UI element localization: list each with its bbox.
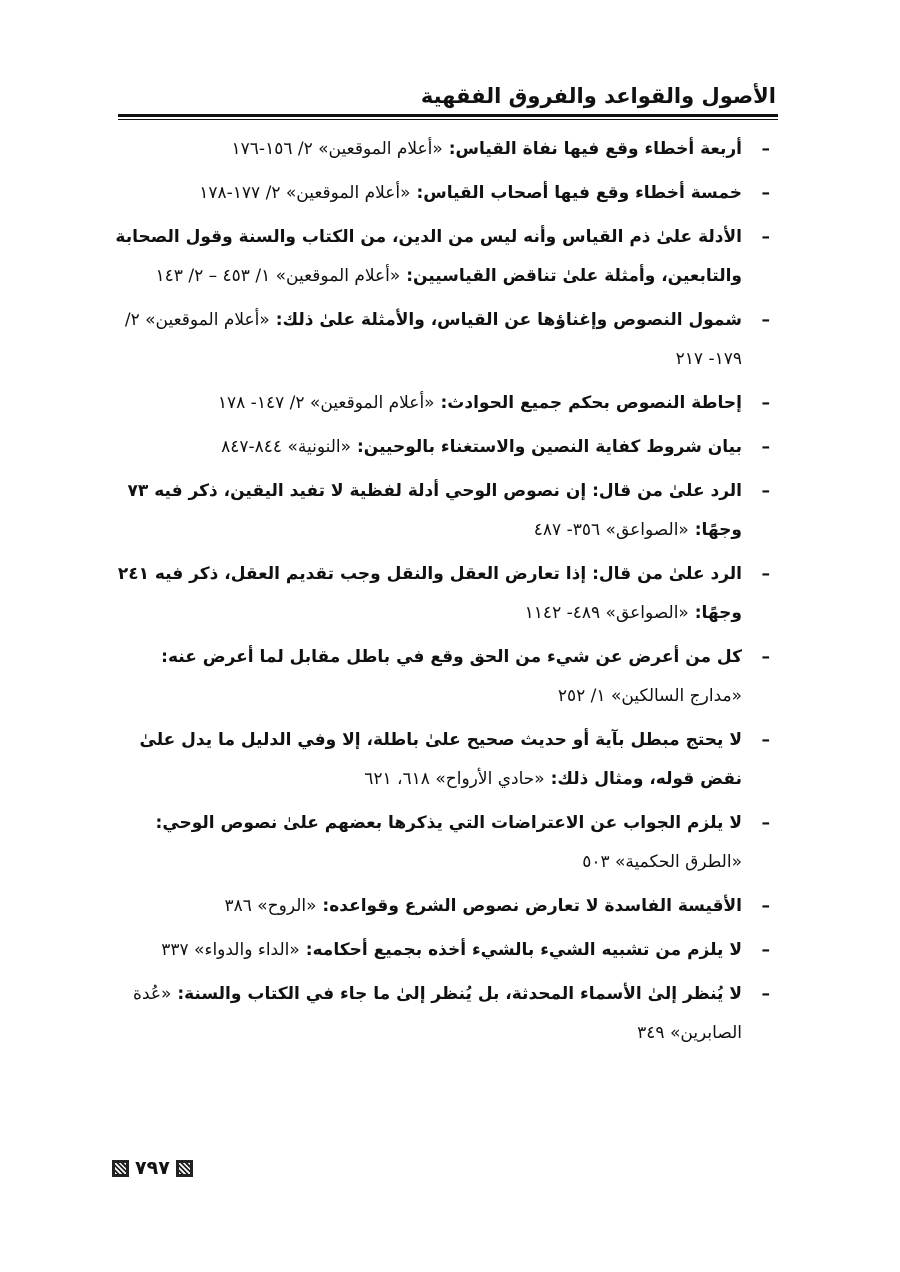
entry-source: «الصواعق» ٣٥٦- ٤٨٧ bbox=[533, 520, 689, 540]
entry-dash: – bbox=[761, 896, 770, 916]
entry-dash: – bbox=[761, 437, 770, 457]
entry-source: «أعلام الموقعين» ٢/ ١٥٦-١٧٦ bbox=[231, 139, 443, 159]
entry-topic: الأقيسة الفاسدة لا تعارض نصوص الشرع وقواعده: bbox=[316, 896, 742, 916]
entry-dash: – bbox=[761, 227, 770, 247]
index-entry bbox=[110, 218, 770, 296]
entry-dash: – bbox=[761, 647, 770, 667]
entry-dash: – bbox=[761, 139, 770, 159]
entry-topic: كل من أعرض عن شيء من الحق وقع في باطل مقابل لما أعرض عنه: bbox=[161, 647, 742, 667]
entry-source: «الروح» ٣٨٦ bbox=[224, 896, 317, 916]
entry-topic: إحاطة النصوص بحكم جميع الحوادث: bbox=[434, 393, 742, 413]
entry-source: «الصواعق» ٤٨٩- ١١٤٢ bbox=[524, 603, 689, 623]
entry-dash: – bbox=[761, 564, 770, 584]
entry-dash: – bbox=[761, 940, 770, 960]
entry-topic: لا يلزم الجواب عن الاعتراضات التي يذكرها بعضهم علىٰ نصوص الوحي: bbox=[155, 813, 742, 833]
index-entry bbox=[110, 638, 770, 716]
entry-topic: أربعة أخطاء وقع فيها نفاة القياس: bbox=[442, 139, 742, 159]
entry-source: «أعلام الموقعين» ٢/ ١٧٧-١٧٨ bbox=[199, 183, 411, 203]
index-entry bbox=[110, 301, 770, 379]
entry-source: «النونية» ٨٤٤-٨٤٧ bbox=[221, 437, 352, 457]
index-entry bbox=[110, 887, 770, 926]
index-entry bbox=[110, 975, 770, 1053]
entry-source: «الداء والدواء» ٣٣٧ bbox=[161, 940, 300, 960]
entry-dash: – bbox=[761, 813, 770, 833]
index-entry bbox=[110, 555, 770, 633]
index-entry bbox=[110, 472, 770, 550]
entry-topic: الرد علىٰ من قال: إن نصوص الوحي أدلة لفظية لا تفيد اليقين، ذكر فيه ٧٣ وجهًا: bbox=[127, 481, 742, 540]
page-number: ٧٩٧ bbox=[135, 1157, 170, 1179]
index-entry bbox=[110, 384, 770, 423]
entry-dash: – bbox=[761, 481, 770, 501]
ornament-icon bbox=[112, 1160, 129, 1177]
index-entries bbox=[110, 130, 770, 1058]
running-header-title: الأصول والقواعد والفروق الفقهية bbox=[420, 84, 776, 108]
entry-topic: خمسة أخطاء وقع فيها أصحاب القياس: bbox=[410, 183, 742, 203]
entry-source: «أعلام الموقعين» ٢/ ١٧٩- ٢١٧ bbox=[124, 310, 742, 369]
ornament-icon bbox=[176, 1160, 193, 1177]
entry-topic: الرد علىٰ من قال: إذا تعارض العقل والنقل وجب تقديم العقل، ذكر فيه ٢٤١ وجهًا: bbox=[117, 564, 742, 623]
index-entry bbox=[110, 130, 770, 169]
entry-source: «حادي الأرواح» ٦١٨، ٦٢١ bbox=[364, 769, 545, 789]
index-entry bbox=[110, 174, 770, 213]
entry-dash: – bbox=[761, 984, 770, 1004]
page-folio bbox=[112, 1153, 193, 1183]
entry-dash: – bbox=[761, 183, 770, 203]
header-rule-thick bbox=[118, 114, 778, 117]
entry-dash: – bbox=[761, 730, 770, 750]
entry-source: «الطرق الحكمية» ٥٠٣ bbox=[582, 852, 742, 872]
entry-dash: – bbox=[761, 310, 770, 330]
entry-topic: شمول النصوص وإغناؤها عن القياس، والأمثلة علىٰ ذلك: bbox=[269, 310, 742, 330]
running-header bbox=[118, 82, 778, 120]
entry-dash: – bbox=[761, 393, 770, 413]
entry-source: «أعلام الموقعين» ١/ ٤٥٣ – ٢/ ١٤٣ bbox=[155, 266, 401, 286]
entry-topic: لا يُنظر إلىٰ الأسماء المحدثة، بل يُنظر إلىٰ ما جاء في الكتاب والسنة: bbox=[171, 984, 742, 1004]
index-entry bbox=[110, 428, 770, 467]
entry-topic: الأدلة علىٰ ذم القياس وأنه ليس من الدين، من الكتاب والسنة وقول الصحابة والتابعين، وأمثلة علىٰ تناقض القياسيين: bbox=[115, 227, 742, 286]
header-rule-thin bbox=[118, 119, 778, 120]
index-entry bbox=[110, 804, 770, 882]
entry-topic: بيان شروط كفاية النصين والاستغناء بالوحيين: bbox=[351, 437, 742, 457]
entry-source: «مدارج السالكين» ١/ ٢٥٢ bbox=[557, 686, 742, 706]
index-entry bbox=[110, 931, 770, 970]
entry-topic: لا يحتج مبطل بآية أو حديث صحيح علىٰ باطلة، إلا وفي الدليل ما يدل علىٰ نقض قوله، ومثال ذلك: bbox=[139, 730, 742, 789]
index-entry bbox=[110, 721, 770, 799]
entry-source: «عُدة الصابرين» ٣٤٩ bbox=[133, 984, 742, 1043]
entry-topic: لا يلزم من تشبيه الشيء بالشيء أخذه بجميع أحكامه: bbox=[299, 940, 742, 960]
entry-source: «أعلام الموقعين» ٢/ ١٤٧- ١٧٨ bbox=[217, 393, 435, 413]
